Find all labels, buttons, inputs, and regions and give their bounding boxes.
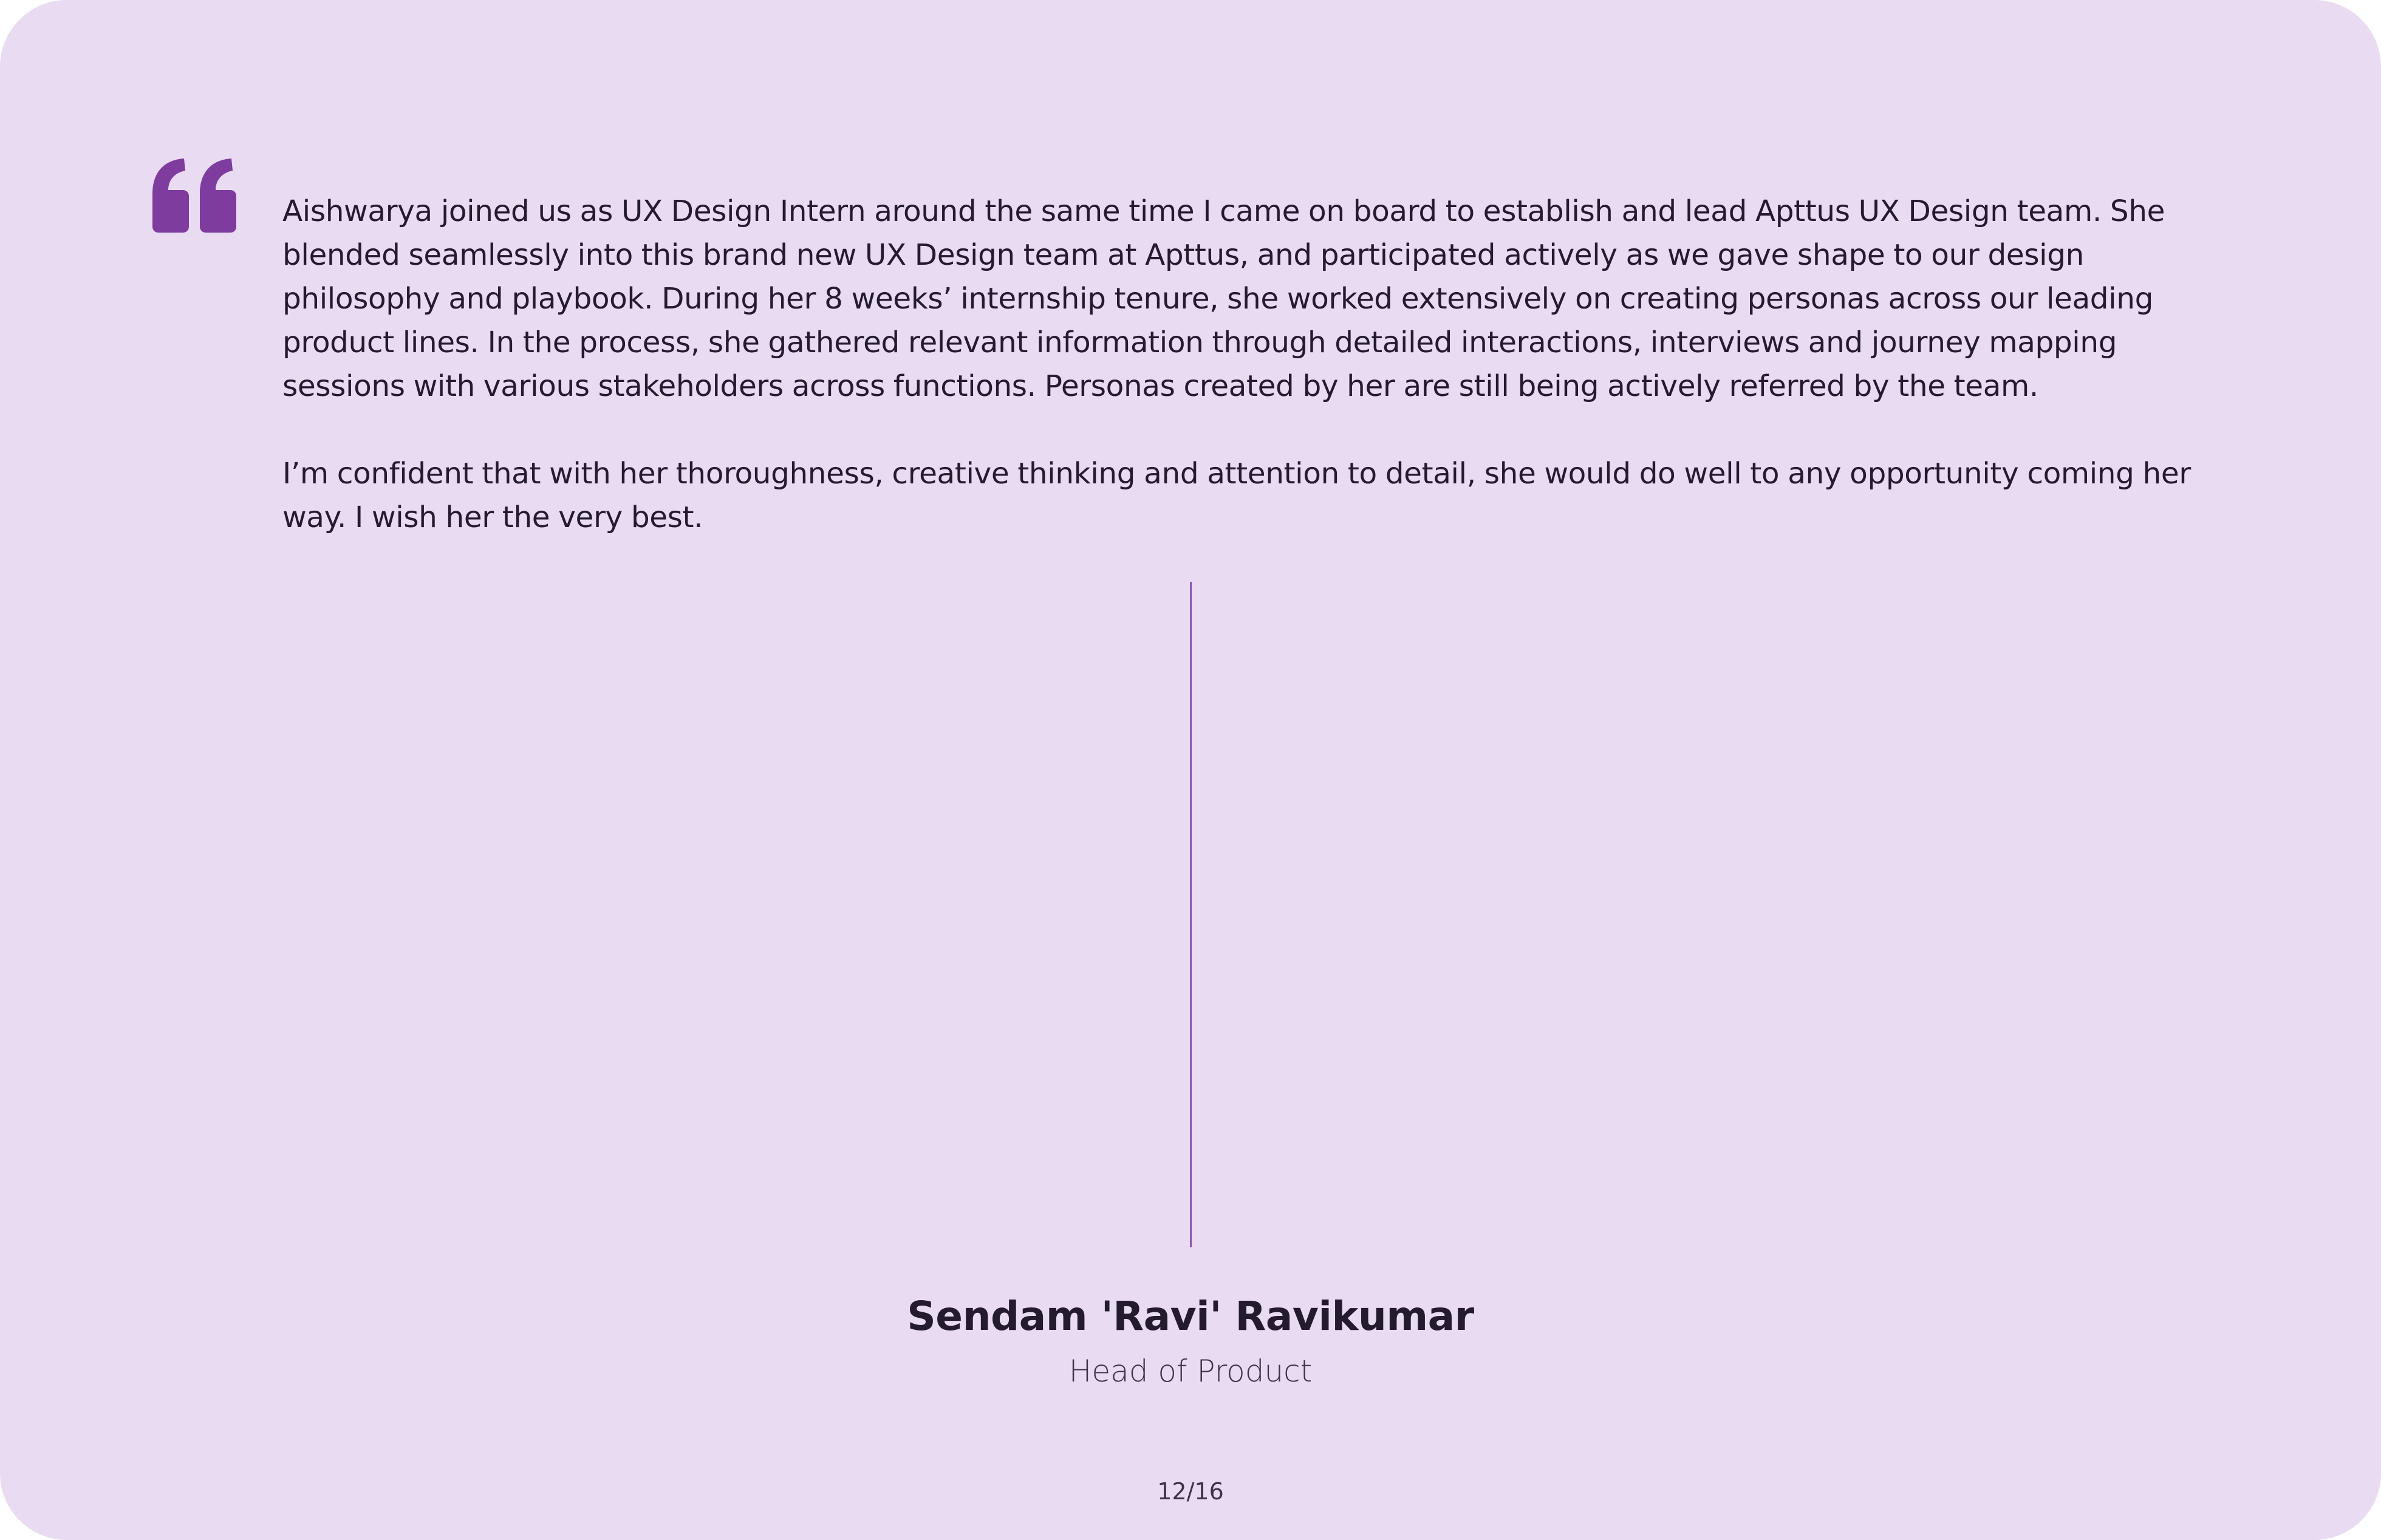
author-role: Head of Product <box>1068 1354 1313 1389</box>
quote-open-icon <box>149 155 240 234</box>
testimonial-paragraph-2: I’m confident that with her thoroughness, creative thinking and attention to detail, she would do well to any opportunity coming her way. I wish her the very best. <box>282 457 2191 534</box>
page-indicator: 12/16 <box>1157 1478 1224 1505</box>
testimonial-paragraph-1: Aishwarya joined us as UX Design Intern around the same time I came on board to establish and lead Apttus UX Design team. She blended seamlessly into this brand new UX Design team at Apttus, and participated actively as we gave shape to our design philosophy and playbook. During her 8 weeks’ internship tenure, she worked extensively on creating personas across our leading product lines. In the process, she gathered relevant information through detailed interactions, interviews and journey mapping sessions with various stakeholders across functions. Personas created by her are still being actively referred by the team. <box>282 194 2165 403</box>
vertical-divider <box>1190 582 1192 1247</box>
testimonial-text <box>282 189 2202 539</box>
author-name: Sendam 'Ravi' Ravikumar <box>907 1293 1474 1340</box>
